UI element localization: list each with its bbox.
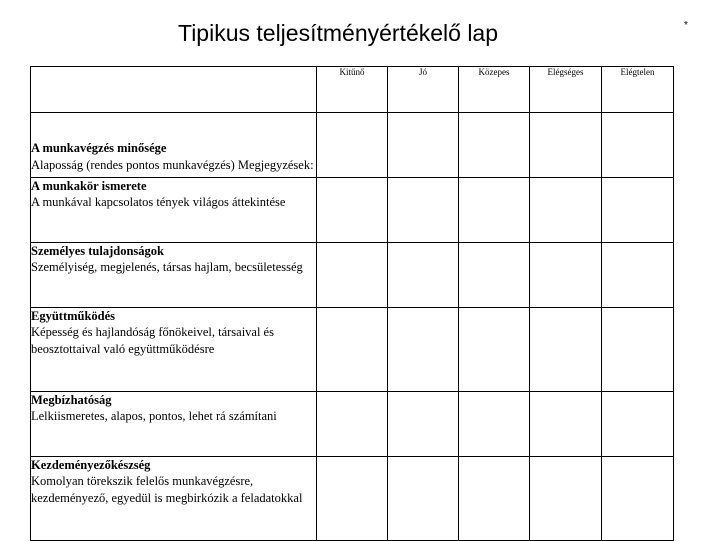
criterion-cell xyxy=(31,113,317,178)
criterion-cell xyxy=(31,308,317,392)
criterion-title: A munkavégzés minősége xyxy=(31,141,167,156)
header-row xyxy=(31,67,674,113)
criterion-title: Személyes tulajdonságok xyxy=(31,244,164,258)
rating-cell[interactable] xyxy=(530,178,602,243)
rating-cell[interactable] xyxy=(602,308,674,392)
corner-mark: * xyxy=(684,20,688,31)
rating-cell[interactable] xyxy=(530,113,602,178)
rating-cell[interactable] xyxy=(459,178,530,243)
criterion-description: Lelkiismeretes, alapos, pontos, lehet rá számítani xyxy=(31,409,277,424)
table-row xyxy=(31,178,674,243)
criterion-cell xyxy=(31,457,317,541)
rating-cell[interactable] xyxy=(459,392,530,457)
rating-cell[interactable] xyxy=(602,392,674,457)
rating-cell[interactable] xyxy=(388,178,459,243)
criterion-title: Megbízhatóság xyxy=(31,393,112,407)
table-row xyxy=(31,457,674,541)
criterion-description: Képesség és hajlandóság főnökeivel, társaival és beosztottaival való együttműködésre xyxy=(31,325,274,356)
rating-cell[interactable] xyxy=(388,243,459,308)
column-header-elegtelen: Elégtelen xyxy=(602,67,674,113)
rating-cell[interactable] xyxy=(459,243,530,308)
rating-cell[interactable] xyxy=(388,113,459,178)
rating-cell[interactable] xyxy=(530,392,602,457)
rating-cell[interactable] xyxy=(602,178,674,243)
criterion-description: A munkával kapcsolatos tények világos áttekintése xyxy=(31,195,286,210)
rating-cell[interactable] xyxy=(317,308,388,392)
rating-cell[interactable] xyxy=(530,308,602,392)
criterion-title: A munkakör ismerete xyxy=(31,179,147,193)
evaluation-table xyxy=(30,66,674,541)
header-blank-cell xyxy=(31,67,317,113)
criterion-cell xyxy=(31,243,317,308)
criterion-cell xyxy=(31,178,317,243)
criterion-title: Együttműködés xyxy=(31,309,116,323)
table-row xyxy=(31,113,674,178)
rating-cell[interactable] xyxy=(459,113,530,178)
rating-cell[interactable] xyxy=(388,392,459,457)
rating-cell[interactable] xyxy=(602,113,674,178)
rating-cell[interactable] xyxy=(317,457,388,541)
rating-cell[interactable] xyxy=(388,457,459,541)
column-header-elegseges: Elégséges xyxy=(530,67,602,113)
table-row xyxy=(31,392,674,457)
column-header-kituno: Kitűnő xyxy=(317,67,388,113)
column-header-jo: Jó xyxy=(388,67,459,113)
table-row xyxy=(31,308,674,392)
page-title: Tipikus teljesítményértékelő lap xyxy=(178,20,499,46)
rating-cell[interactable] xyxy=(459,457,530,541)
rating-cell[interactable] xyxy=(317,392,388,457)
criterion-cell xyxy=(31,392,317,457)
rating-cell[interactable] xyxy=(530,243,602,308)
column-header-kozepes: Közepes xyxy=(459,67,530,113)
rating-cell[interactable] xyxy=(317,178,388,243)
criterion-description: Alaposság (rendes pontos munkavégzés) Megjegyzések: xyxy=(31,157,314,172)
rating-cell[interactable] xyxy=(602,457,674,541)
rating-cell[interactable] xyxy=(459,308,530,392)
rating-cell[interactable] xyxy=(388,308,459,392)
criterion-description: Személyiség, megjelenés, társas hajlam, becsületesség xyxy=(31,260,303,275)
criterion-description: Komolyan törekszik felelős munkavégzésre, kezdeményező, egyedül is megbirkózik a feladatokkal xyxy=(31,474,303,505)
criterion-title: Kezdeményezőkészség xyxy=(31,458,151,472)
rating-cell[interactable] xyxy=(317,113,388,178)
rating-cell[interactable] xyxy=(602,243,674,308)
table-row xyxy=(31,243,674,308)
rating-cell[interactable] xyxy=(530,457,602,541)
rating-cell[interactable] xyxy=(317,243,388,308)
